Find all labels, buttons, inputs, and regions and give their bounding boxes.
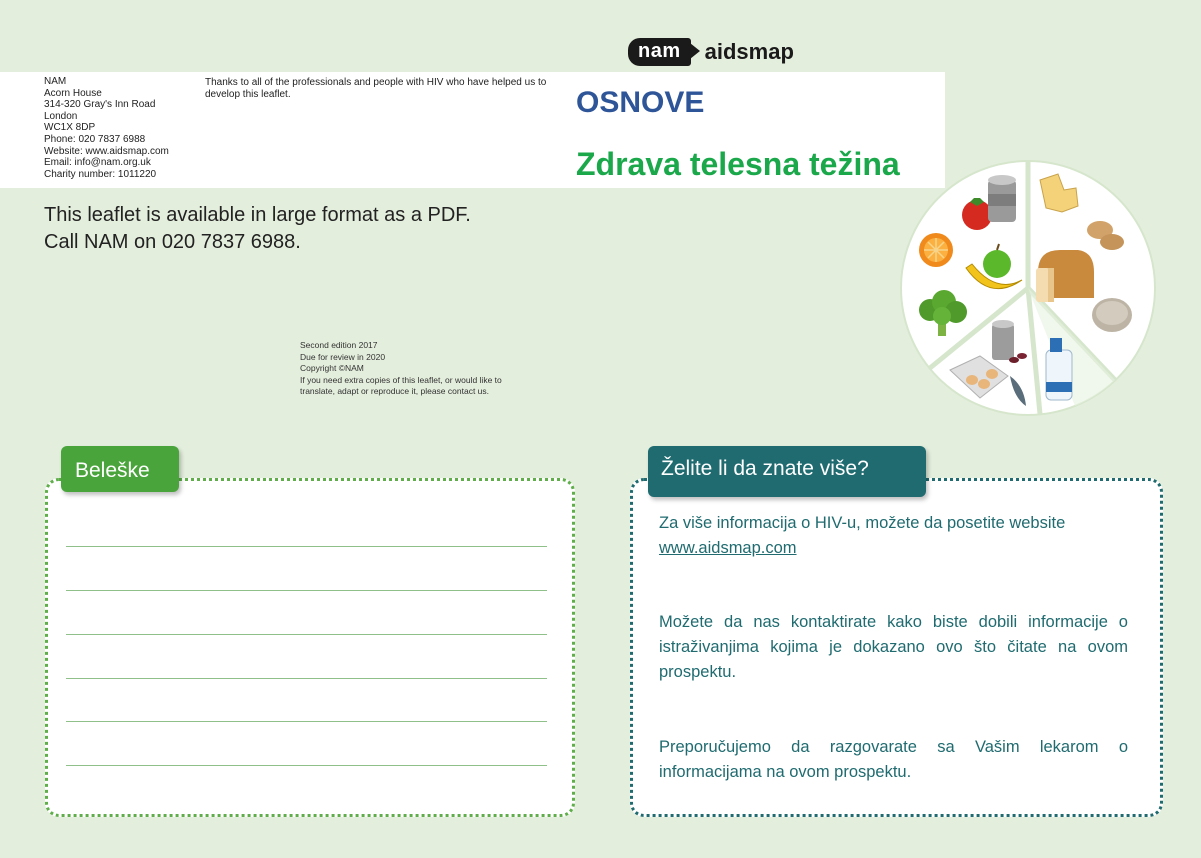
grains-icon [1092, 298, 1132, 332]
aidsmap-link[interactable]: www.aidsmap.com [659, 539, 797, 557]
logo-aidsmap: aidsmap [704, 39, 794, 64]
notes-line[interactable] [66, 634, 547, 635]
orange-icon [919, 233, 953, 267]
notes-line[interactable] [66, 590, 547, 591]
large-format-line2: Call NAM on 020 7837 6988. [44, 231, 301, 253]
address-line: Website: www.aidsmap.com [44, 145, 169, 157]
address-line: 314-320 Gray's Inn Road [44, 99, 156, 111]
notes-title: Beleške [61, 446, 179, 492]
edition-info [300, 340, 502, 398]
nam-aidsmap-logo [628, 38, 794, 66]
page-subtitle: Zdrava telesna težina [576, 146, 900, 182]
logo-nam: nam [628, 38, 691, 66]
page-title: OSNOVE [576, 86, 705, 119]
info-paragraph-doctor: Preporučujemo da razgovarate sa Vašim lekarom o informacijama na ovom prospektu. [659, 738, 1128, 781]
edition-line: If you need extra copies of this leaflet, or would like to [300, 374, 502, 385]
food-plate-illustration [900, 160, 1156, 416]
notes-line[interactable] [66, 678, 547, 679]
info-title: Želite li da znate više? [648, 446, 926, 497]
info-paragraph-website [659, 511, 1128, 561]
notes-line[interactable] [66, 546, 547, 547]
address-line: London [44, 110, 78, 122]
notes-panel [45, 478, 575, 817]
large-format-line1: This leaflet is available in large format as a PDF. [44, 204, 471, 226]
address-line: NAM [44, 76, 67, 87]
edition-line: Due for review in 2020 [300, 351, 386, 362]
address-line: Acorn House [44, 87, 102, 99]
address-block [44, 76, 169, 180]
edition-line: translate, adapt or reproduce it, please contact us. [300, 386, 490, 396]
info-paragraph-contact: Možete da nas kontaktirate kako biste dobili informacije o istraživanjima kojima je dokazano ovo što čitate na ovom prospektu. [659, 613, 1128, 681]
address-line: WC1X 8DP [44, 122, 96, 134]
edition-line: Copyright ©NAM [300, 363, 364, 373]
address-line: Email: info@nam.org.uk [44, 157, 151, 169]
thanks-text: Thanks to all of the professionals and people with HIV who have helped us to develop this leaflet. [205, 77, 547, 100]
address-line: Charity number: 1011220 [44, 168, 157, 180]
can-icon [988, 175, 1016, 222]
large-format-notice [44, 202, 471, 256]
info-website-text: Za više informacija o HIV-u, možete da posetite website [659, 514, 1066, 532]
bread-icon [1036, 250, 1094, 302]
notes-line[interactable] [66, 721, 547, 722]
notes-line[interactable] [66, 765, 547, 766]
address-line: Phone: 020 7837 6988 [44, 133, 146, 145]
edition-line: Second edition 2017 [300, 340, 378, 350]
